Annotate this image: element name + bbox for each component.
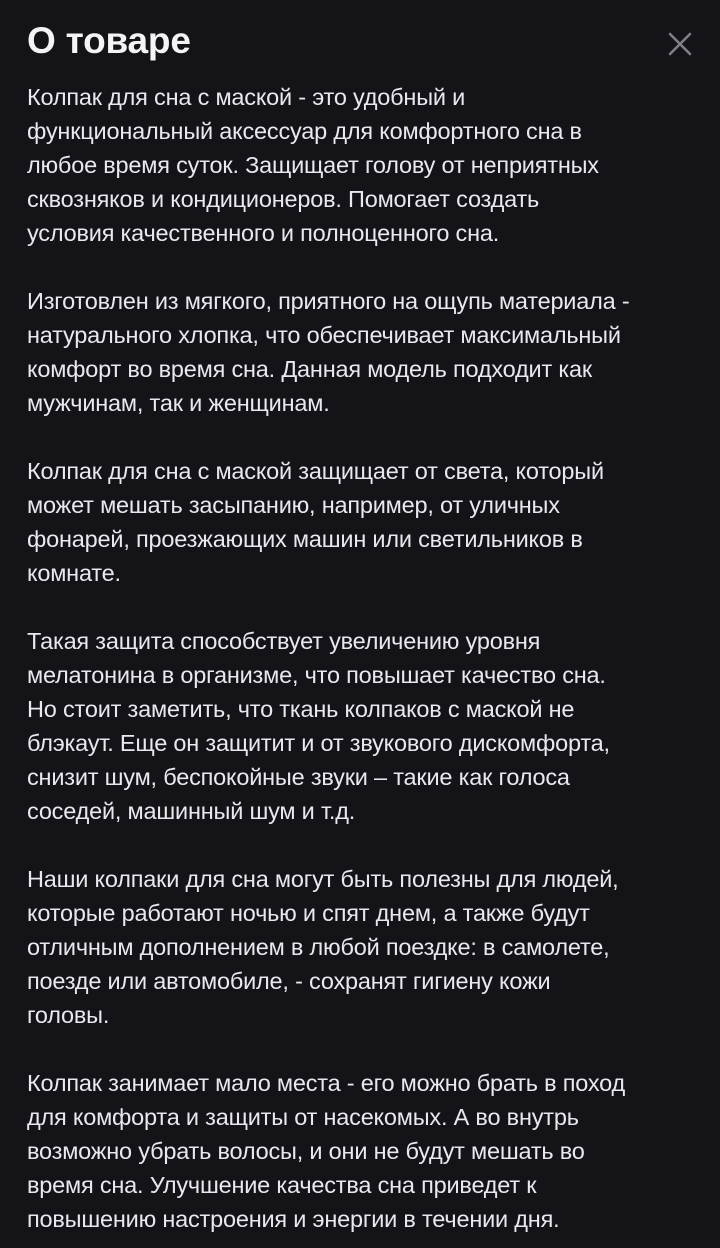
description-paragraph: Колпак для сна с маской защищает от света, который может мешать засыпанию, например, от уличных фонарей, проезжающих машин или светильников в комнате. xyxy=(27,458,604,586)
description-paragraph: Колпак занимает мало места - его можно брать в поход для комфорта и защиты от насекомых. А во внутрь возможно убрать волосы, и они не будут мешать во время сна. Улучшение качества сна приведет к повышению настроения и энергии в течении дня. xyxy=(27,1070,626,1232)
description-body xyxy=(27,80,697,1248)
description-paragraph: Такая защита способствует увеличению уровня мелатонина в организме, что повышает качество сна. Но стоит заметить, что ткань колпаков с маской не блэкаут. Еще он защитит и от звукового дискомфорта, снизит шум, беспокойные звуки – такие как голоса соседей, машинный шум и т.д. xyxy=(27,628,610,824)
close-button[interactable] xyxy=(656,20,704,68)
description-paragraph: Наши колпаки для сна могут быть полезны для людей, которые работают ночью и спят днем, а также будут отличным дополнением в любой поездке: в самолете, поезде или автомобиле, - сохранят гигиену кожи головы. xyxy=(27,866,619,1028)
description-paragraph: Изготовлен из мягкого, приятного на ощупь материала - натурального хлопка, что обеспечивает максимальный комфорт во время сна. Данная модель подходит как мужчинам, так и женщинам. xyxy=(27,288,630,416)
description-paragraph: Колпак для сна с маской - это удобный и функциональный аксессуар для комфортного сна в любое время суток. Защищает голову от неприятных сквозняков и кондиционеров. Помогает создать условия качественного и полноценного сна. xyxy=(27,84,599,246)
close-icon xyxy=(668,32,692,56)
page-title: О товаре xyxy=(27,20,191,61)
